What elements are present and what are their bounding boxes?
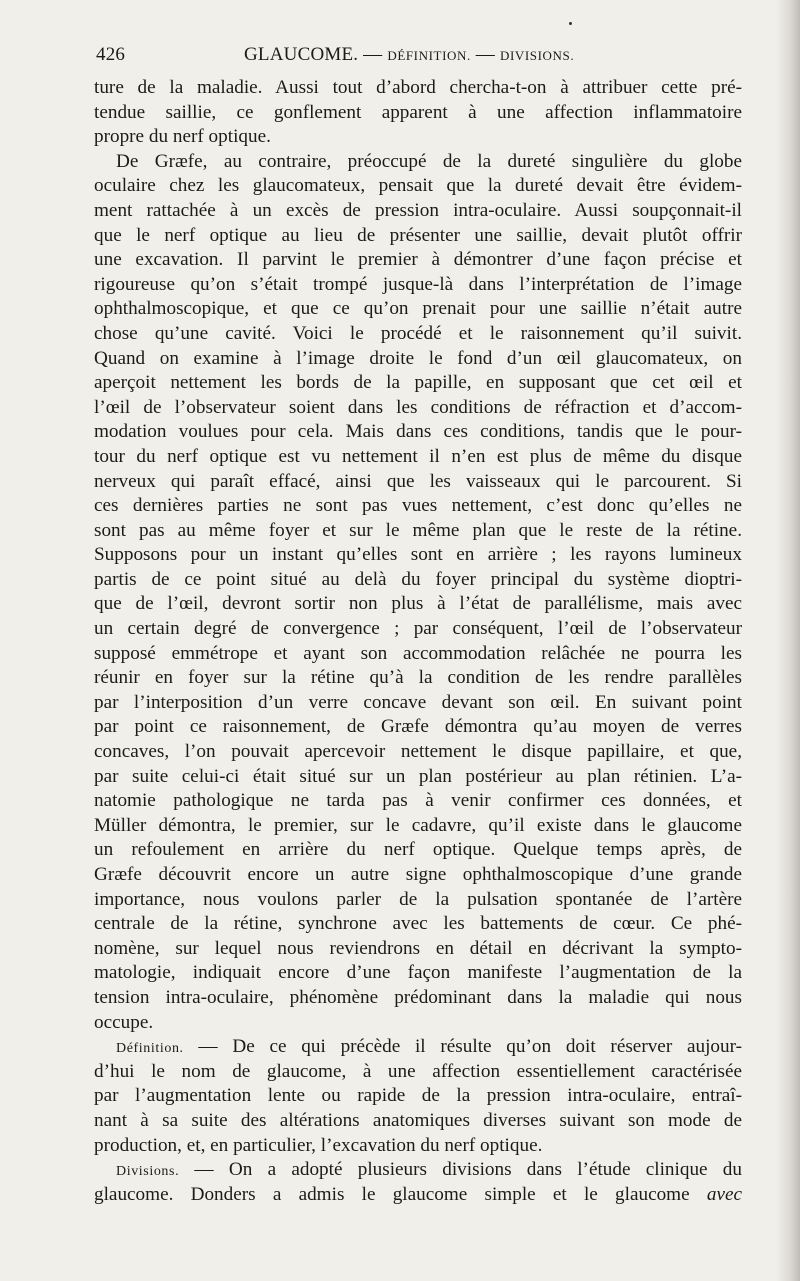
- text-line: tendue saillie, ce gonflement apparent à une affection inflammatoire: [94, 101, 742, 123]
- text-line: ces dernières parties ne sont pas vues nettement, c’est donc qu’elles ne: [94, 495, 742, 517]
- text-line: [94, 1183, 742, 1208]
- text-line: modation voulues pour cela. Mais dans ces conditions, tandis que le pour-: [94, 421, 742, 443]
- text-line: nant à sa suite des altérations anatomiques diverses suivant son mode de: [94, 1109, 742, 1131]
- text-line: nerveux qui paraît effacé, ainsi que les vaisseaux qui le parcourent. Si: [94, 470, 742, 492]
- header-dash: —: [475, 44, 495, 65]
- text-line: tension intra-oculaire, phénomène prédominant dans la maladie qui nous: [94, 986, 742, 1008]
- text-line: ture de la maladie. Aussi tout d’abord chercha-t-on à attribuer cette pré-: [94, 77, 742, 98]
- text-line: matologie, indiquait encore d’une façon manifeste l’augmentation de la: [94, 962, 742, 984]
- text-line: sont pas au même foyer et sur le même plan que le reste de la rétine.: [94, 519, 742, 541]
- header-title: GLAUCOME.: [244, 44, 359, 65]
- text-line: un certain degré de convergence ; par conséquent, l’œil de l’observateur: [94, 618, 742, 640]
- body-text: [94, 76, 742, 1207]
- header-section-definition: DÉFINITION.: [387, 48, 471, 63]
- header-dash: —: [363, 44, 383, 65]
- text-line: un refoulement en arrière du nerf optique. Quelque temps après, de: [94, 839, 742, 861]
- text-line: rigoureuse qu’on s’était trompé jusque-là dans l’interprétation de l’image: [94, 273, 742, 295]
- text-line: Müller démontra, le premier, sur le cadavre, qu’il existe dans le glaucome: [94, 814, 742, 836]
- text-line: propre du nerf optique.: [94, 126, 271, 148]
- text-line: ophthalmoscopique, et que ce qu’on prenait pour une saillie n’était autre: [94, 298, 742, 320]
- ink-speck: [569, 22, 572, 25]
- text-line: natomie pathologique ne tarda pas à venir confirmer ces données, et: [94, 790, 742, 812]
- page-number: 426: [96, 44, 126, 65]
- header-section-divisions: DIVISIONS.: [499, 48, 575, 63]
- text-line: nomène, sur lequel nous reviendrons en détail en décrivant la sympto-: [94, 937, 742, 959]
- running-title: [244, 44, 574, 66]
- text-line: par l’augmentation lente ou rapide de la pression intra-oculaire, entraî-: [94, 1085, 742, 1107]
- text-line: l’œil de l’observateur soient dans les conditions de réfraction et d’accom-: [94, 396, 742, 418]
- text-line: Supposons pour un instant qu’elles sont en arrière ; les rayons lumineux: [94, 544, 742, 566]
- text-line: importance, nous voulons parler de la pulsation spontanée de l’artère: [94, 888, 742, 910]
- text-line: oculaire chez les glaucomateux, pensait que la dureté devait être évidem-: [94, 175, 742, 197]
- text-line: centrale de la rétine, synchrone avec les battements de cœur. Ce phé-: [94, 913, 742, 935]
- text-line: ment rattachée à un excès de pression intra-oculaire. Aussi soupçonnait-il: [94, 199, 742, 221]
- text-line: tour du nerf optique est vu nettement il n’en est plus de même du disque: [94, 445, 742, 467]
- text-line: De Græfe, au contraire, préoccupé de la dureté singulière du globe: [116, 150, 742, 172]
- text-line: que de l’œil, devront sortir non plus à l’état de parallélisme, mais avec: [94, 593, 742, 615]
- text-line: concaves, l’on pouvait apercevoir nettement le disque papillaire, et que,: [94, 741, 742, 763]
- divisions-text: — On a adopté plusieurs divisions dans l’étude clinique du: [179, 1159, 742, 1181]
- text-line: Quand on examine à l’image droite le fond d’un œil glaucomateux, on: [94, 347, 742, 369]
- text-line: par l’interposition d’un verre concave devant son œil. En suivant point: [94, 691, 742, 713]
- definition-paragraph-line: [94, 1035, 742, 1060]
- text-line: réunir en foyer sur la rétine qu’à la condition de les rendre parallèles: [94, 667, 742, 689]
- text-line: partis de ce point situé au delà du foyer principal du système dioptri-: [94, 568, 742, 590]
- text-line: production, et, en particulier, l’excavation du nerf optique.: [94, 1134, 543, 1156]
- text-line: Græfe découvrit encore un autre signe ophthalmoscopique d’une grande: [94, 864, 742, 885]
- text-line: chose qu’une cavité. Voici le procédé et le raisonnement qu’il suivit.: [94, 322, 742, 344]
- running-header: [96, 44, 742, 72]
- definition-text: — De ce qui précède il résulte qu’on doit réserver aujour-: [183, 1036, 742, 1058]
- text-line: supposé emmétrope et ayant son accommodation relâchée ne pourra les: [94, 642, 742, 664]
- divisions-paragraph-line: [94, 1158, 742, 1183]
- text-line: par suite celui-ci était situé sur un plan postérieur au plan rétinien. L’a-: [94, 765, 742, 787]
- text-line: d’hui le nom de glaucome, à une affection essentiellement caractérisée: [94, 1060, 742, 1082]
- italic-word: avec: [706, 1183, 742, 1205]
- text-line: que le nerf optique au lieu de présenter une saillie, devait plutôt offrir: [94, 224, 742, 246]
- divisions-heading: Divisions.: [116, 1164, 180, 1180]
- text-line: par point ce raisonnement, de Græfe démontra qu’au moyen de verres: [94, 716, 742, 738]
- divisions-text: glaucome. Donders a admis le glaucome simple et le glaucome: [94, 1183, 707, 1205]
- text-line: occupe.: [94, 1011, 154, 1033]
- definition-heading: Définition.: [116, 1041, 184, 1057]
- text-line: aperçoit nettement les bords de la papille, en supposant que cet œil et: [94, 372, 742, 394]
- page-edge-shadow: [776, 0, 800, 1281]
- text-line: une excavation. Il parvint le premier à démontrer d’une façon précise et: [94, 249, 742, 271]
